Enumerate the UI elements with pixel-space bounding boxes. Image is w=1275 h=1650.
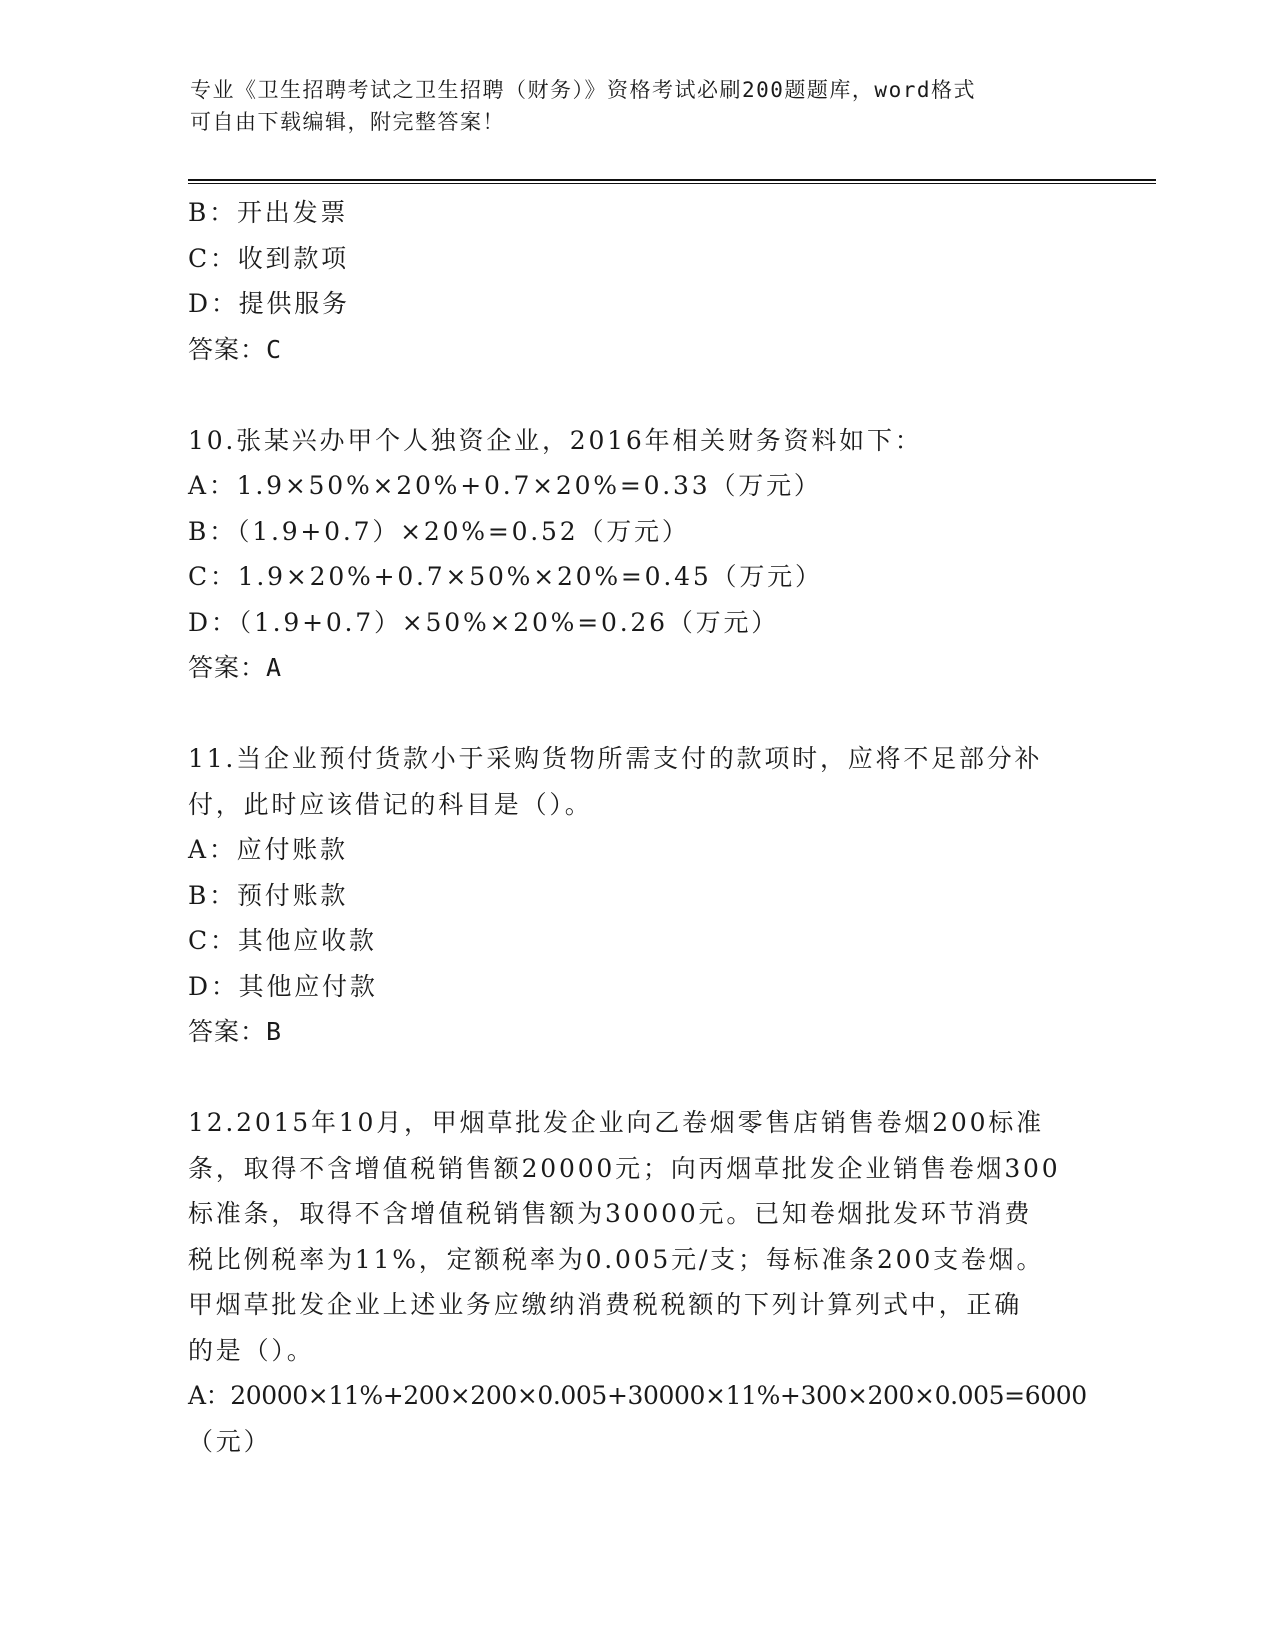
spacer bbox=[188, 1055, 1088, 1101]
q10-option-b: B：（1.9+0.7）×20%=0.52（万元） bbox=[188, 516, 690, 546]
q11-option-a: A：应付账款 bbox=[188, 835, 348, 864]
question-content bbox=[188, 190, 1088, 1464]
q12-stem-line: 12.2015年10月，甲烟草批发企业向乙卷烟零售店销售卷烟200标准 bbox=[188, 1108, 1044, 1137]
q11-stem-line-2: 付，此时应该借记的科目是（）。 bbox=[188, 789, 593, 819]
q10-option-a: A：1.9×50%×20%+0.7×20%=0.33（万元） bbox=[188, 471, 822, 500]
q9-option-c: C：收到款项 bbox=[188, 243, 349, 273]
question-11-block bbox=[188, 736, 1088, 1055]
q12-stem-line: 条，取得不含增值税销售额20000元；向丙烟草批发企业销售卷烟300 bbox=[188, 1153, 1061, 1183]
q10-option-c: C：1.9×20%+0.7×50%×20%=0.45（万元） bbox=[188, 562, 823, 591]
q12-stem-line: 税比例税率为11%，定额税率为0.005元/支；每标准条200支卷烟。 bbox=[188, 1244, 1045, 1274]
question-10-block bbox=[188, 418, 1088, 691]
spacer bbox=[188, 372, 1088, 418]
q9-option-b: B：开出发票 bbox=[188, 198, 349, 227]
q10-stem: 10.张某兴办甲个人独资企业，2016年相关财务资料如下： bbox=[188, 425, 923, 455]
header-divider-thin bbox=[188, 183, 1156, 184]
q11-option-b: B：预付账款 bbox=[188, 880, 349, 910]
q12-stem-line: 甲烟草批发企业上述业务应缴纳消费税税额的下列计算列式中，正确 bbox=[188, 1290, 1023, 1319]
question-9-block bbox=[188, 190, 1088, 372]
q10-option-d: D：（1.9+0.7）×50%×20%=0.26（万元） bbox=[188, 607, 780, 637]
q12-stem-line: 标准条，取得不含增值税销售额为30000元。已知卷烟批发环节消费 bbox=[188, 1199, 1033, 1228]
spacer bbox=[188, 691, 1088, 737]
q10-answer: 答案：A bbox=[188, 653, 283, 682]
q12-option-a-line-1: A：20000×11%+200×200×0.005+30000×11%+300×200×0.005=6000 bbox=[188, 1381, 1087, 1410]
document-header bbox=[190, 74, 1090, 138]
q11-answer: 答案：B bbox=[188, 1017, 283, 1046]
header-line-2: 可自由下载编辑，附完整答案！ bbox=[190, 110, 505, 134]
q9-option-d: D：提供服务 bbox=[188, 289, 350, 318]
q12-stem-line: 的是（）。 bbox=[188, 1335, 315, 1365]
q11-option-c: C：其他应收款 bbox=[188, 926, 377, 955]
q12-option-a-line-2: （元） bbox=[188, 1426, 272, 1456]
header-line-1: 专业《卫生招聘考试之卫生招聘（财务）》资格考试必刷200题题库，word格式 bbox=[190, 78, 976, 102]
q9-answer: 答案：C bbox=[188, 334, 283, 364]
q11-stem-line-1: 11.当企业预付货款小于采购货物所需支付的款项时，应将不足部分补 bbox=[188, 744, 1043, 773]
q11-option-d: D：其他应付款 bbox=[188, 971, 378, 1001]
question-12-block bbox=[188, 1100, 1088, 1464]
header-divider-thick bbox=[188, 179, 1156, 181]
